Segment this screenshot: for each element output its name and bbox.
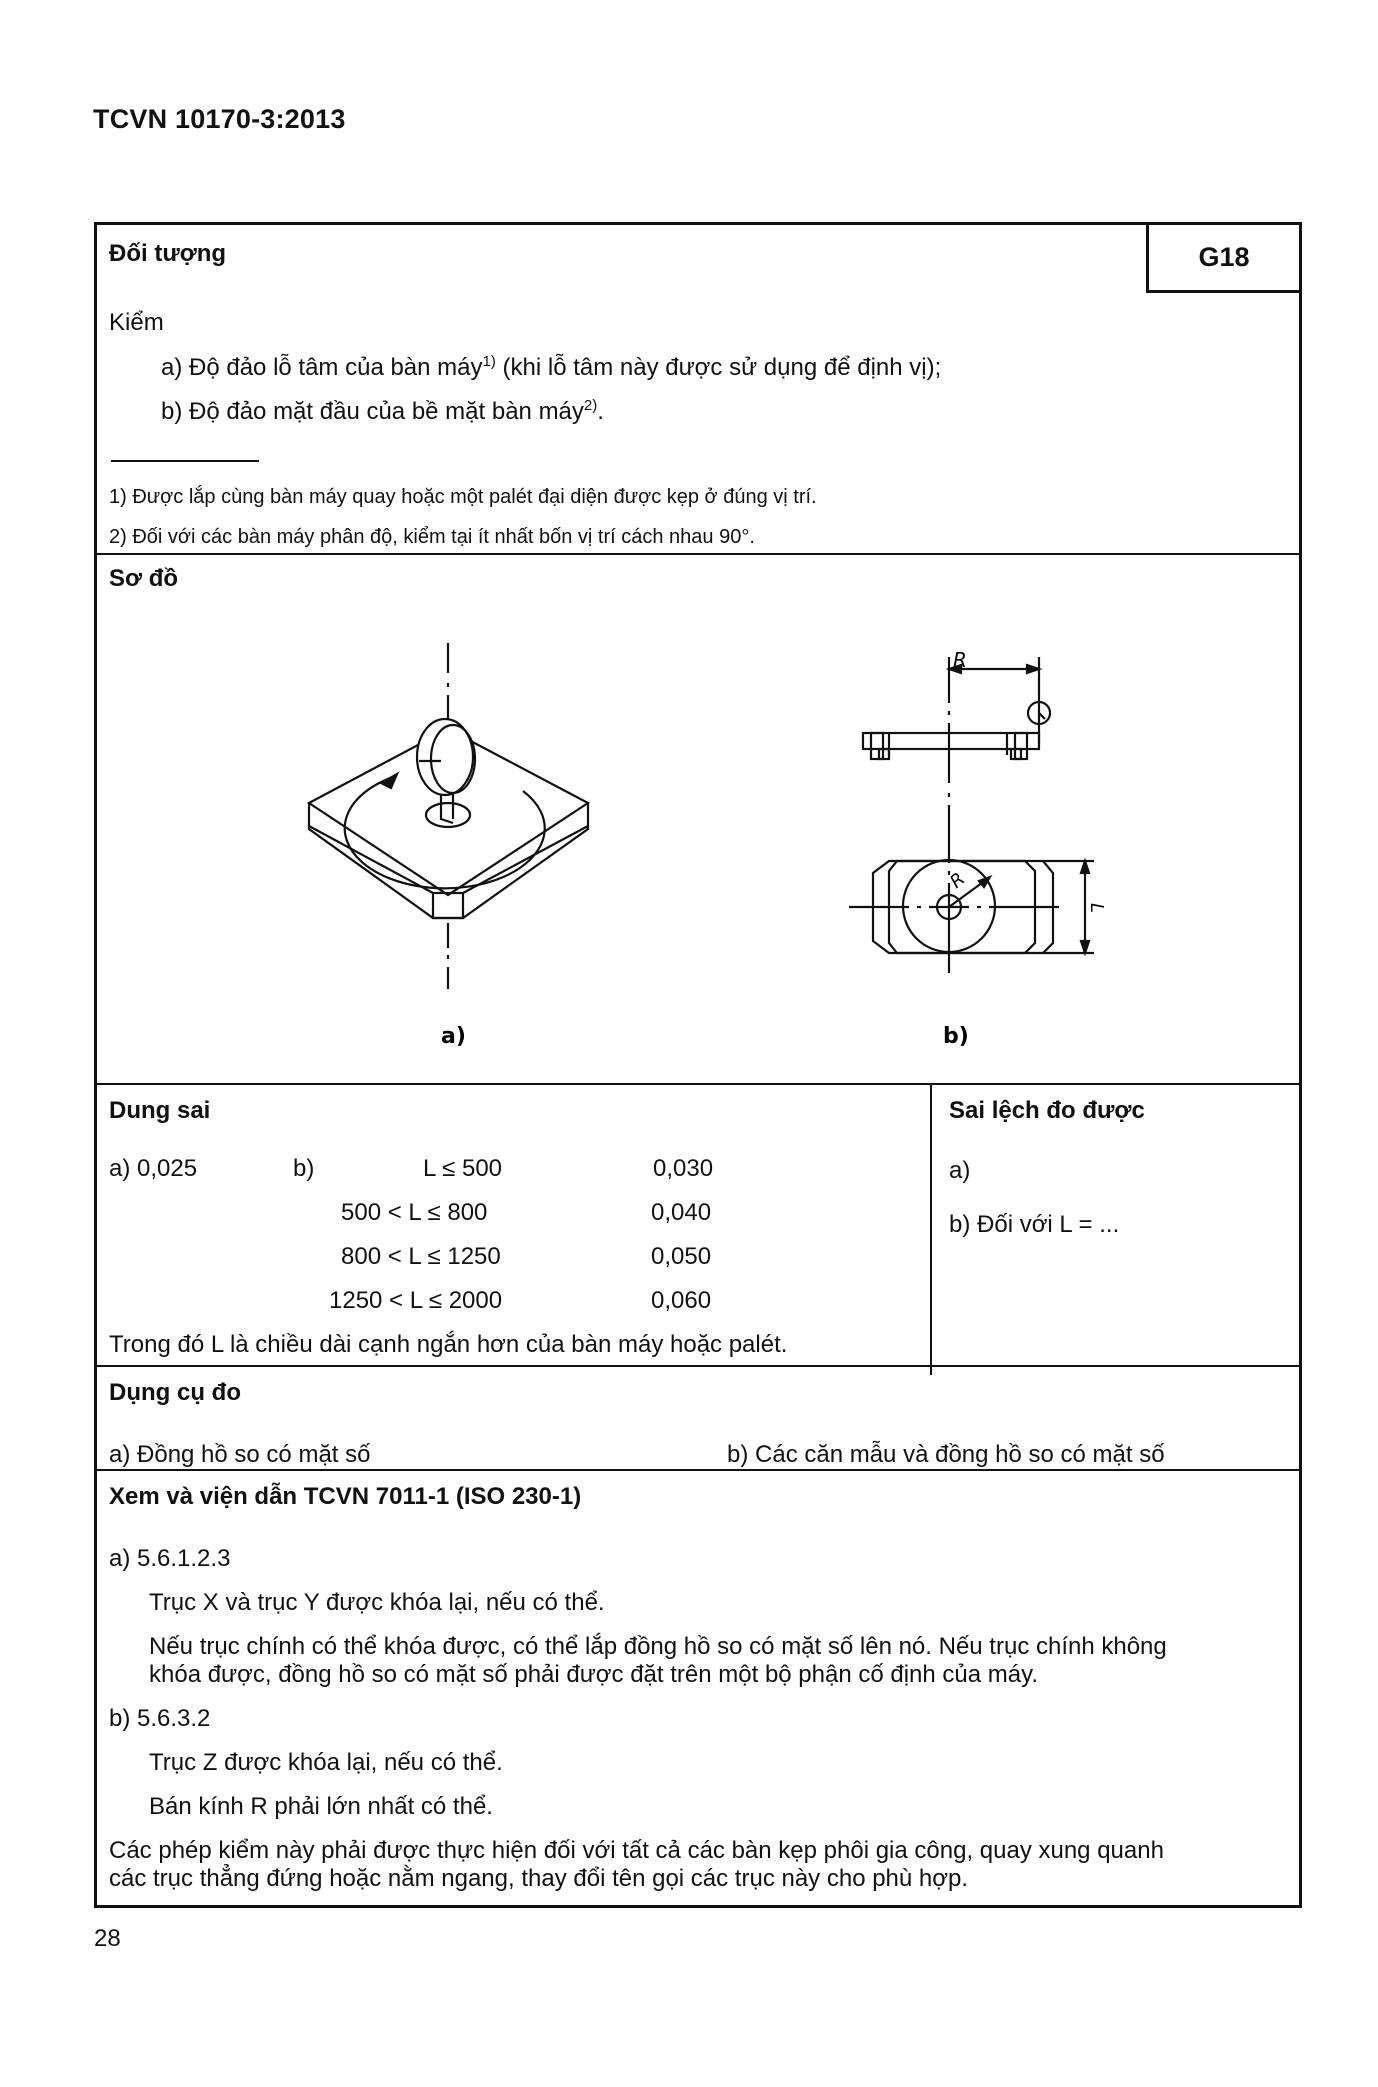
- diagram-b-label: b): [943, 1024, 969, 1049]
- object-item-a: a) Độ đảo lỗ tâm của bàn máy$^{1)}$ (khi lỗ tâm này được sử dụng để định vị);: [161, 353, 942, 381]
- diagram-b-plan-view: [849, 633, 1179, 1053]
- tolerance-value: 0,030: [653, 1155, 714, 1182]
- diagram-section: [97, 555, 1299, 1085]
- object-item-b: b) Độ đảo mặt đầu của bề mặt bàn máy$^{2)}$.: [161, 397, 604, 425]
- footnote-2: 2) Đối với các bàn máy phân độ, kiểm tại ít nhất bốn vị trí cách nhau 90°.: [109, 526, 755, 548]
- reference-a-line: Nếu trục chính có thể khóa được, có thể lắp đồng hồ so có mặt số lên nó. Nếu trục chính không: [149, 1633, 1167, 1660]
- deviation-b: b) Đối với L = ...: [949, 1211, 1120, 1238]
- standard-header: TCVN 10170-3:2013: [93, 104, 346, 134]
- tolerance-a-value: a) 0,025: [109, 1155, 198, 1182]
- diagram-heading: Sơ đồ: [109, 565, 179, 592]
- reference-closing-line: Các phép kiểm này phải được thực hiện đối với tất cả các bàn kẹp phôi gia công, quay xung quanh: [109, 1837, 1164, 1864]
- reference-closing-line: các trục thẳng đứng hoặc nằm ngang, thay đổi tên gọi các trục này cho phù hợp.: [109, 1865, 969, 1892]
- tolerance-range: 1250 < L ≤ 2000: [329, 1287, 503, 1314]
- tolerance-b-label: b): [293, 1155, 315, 1182]
- diagram-a-label: a): [441, 1024, 466, 1049]
- table-side-faces: [309, 803, 588, 918]
- tolerance-range: L ≤ 500: [423, 1155, 503, 1182]
- reference-heading: Xem và viện dẫn TCVN 7011-1 (ISO 230-1): [109, 1483, 582, 1510]
- reference-b-line: Trục Z được khóa lại, nếu có thể.: [149, 1749, 503, 1776]
- tolerance-value: 0,040: [651, 1199, 712, 1226]
- deviation-a: a): [949, 1157, 971, 1184]
- reference-b-line: Bán kính R phải lớn nhất có thể.: [149, 1793, 493, 1820]
- object-intro: Kiểm: [109, 309, 164, 336]
- column-divider: [930, 1085, 932, 1375]
- object-heading: Đối tượng: [109, 240, 227, 267]
- object-section: [97, 225, 1299, 555]
- reference-section: [97, 1471, 1299, 1911]
- tolerance-range: 500 < L ≤ 800: [341, 1199, 488, 1226]
- deviation-heading: Sai lệch đo được: [949, 1097, 1145, 1124]
- tolerance-heading: Dung sai: [109, 1097, 211, 1124]
- center-hole: [426, 803, 470, 827]
- table-corner-notch: [433, 893, 463, 918]
- instrument-a: a) Đồng hồ so có mặt số: [109, 1441, 371, 1468]
- test-code-box: G18: [1146, 222, 1302, 293]
- tolerance-value: 0,060: [651, 1287, 712, 1314]
- reference-clause-b: b) 5.6.3.2: [109, 1705, 211, 1732]
- instrument-b: b) Các căn mẫu và đồng hồ so có mặt số: [727, 1441, 1165, 1468]
- tolerance-range: 800 < L ≤ 1250: [341, 1243, 501, 1270]
- tolerance-section: [97, 1085, 1299, 1314]
- reference-a-line: khóa được, đồng hồ so có mặt số phải được đặt trên một bộ phận cố định của máy.: [149, 1661, 1039, 1688]
- radius-label-plan: R: [946, 868, 970, 893]
- instruments-heading: Dụng cụ đo: [109, 1379, 241, 1406]
- footnote-rule: [111, 460, 259, 462]
- instruments-section: [97, 1367, 1299, 1467]
- reference-a-line: Trục X và trục Y được khóa lại, nếu có thể.: [149, 1589, 605, 1616]
- tolerance-value: 0,050: [651, 1243, 712, 1270]
- test-sheet-frame: [94, 222, 1302, 1908]
- reference-clause-a: a) 5.6.1.2.3: [109, 1545, 231, 1572]
- footnote-1: 1) Được lắp cùng bàn máy quay hoặc một palét đại diện được kẹp ở đúng vị trí.: [109, 486, 817, 508]
- diagram-a-isometric-table: [293, 633, 633, 1053]
- page-number: 28: [94, 1925, 121, 1952]
- tolerance-note: Trong đó L là chiều dài cạnh ngắn hơn của bàn máy hoặc palét.: [109, 1331, 788, 1358]
- radius-label-top: R: [953, 648, 967, 672]
- length-label: L: [1086, 903, 1107, 914]
